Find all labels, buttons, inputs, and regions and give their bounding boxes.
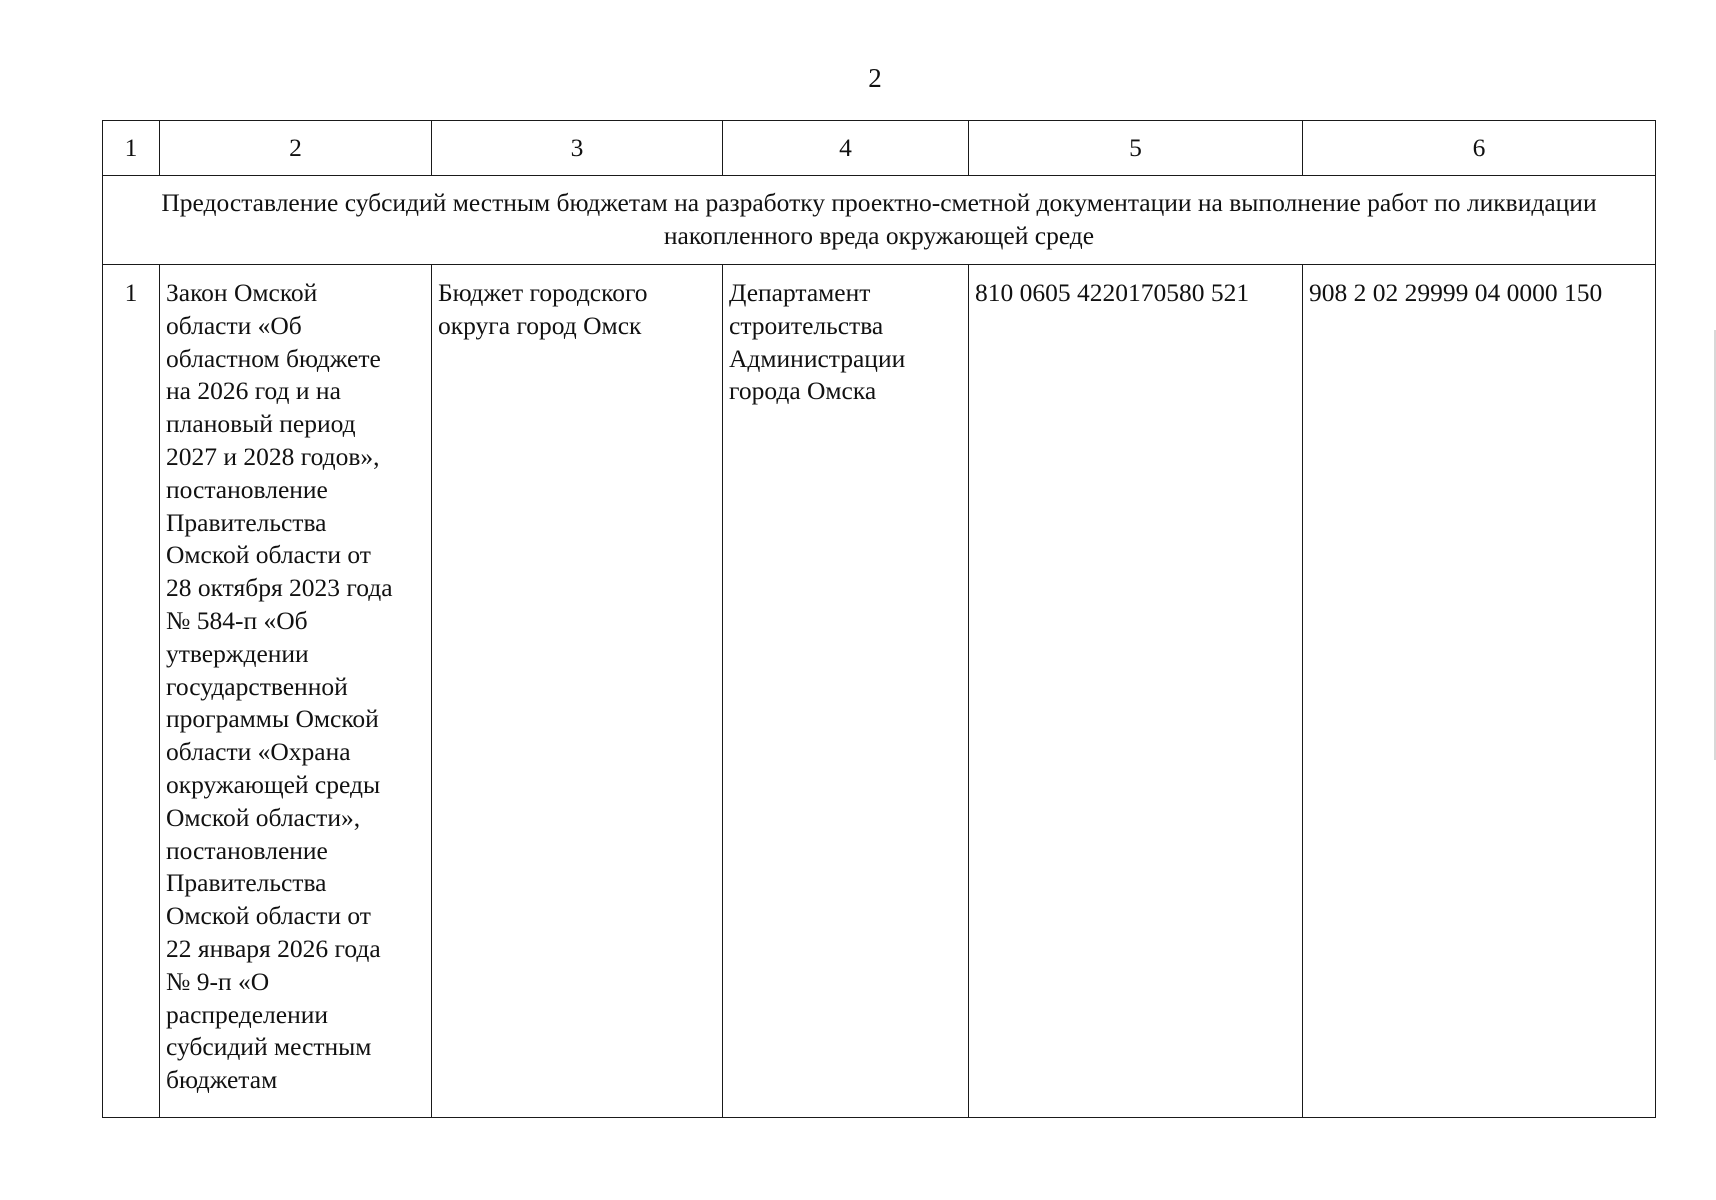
table-section-row: [103, 176, 1656, 265]
column-header: 3: [432, 121, 723, 176]
administrator-cell: Департамент строительства Администрации города Омска: [723, 265, 969, 1118]
table-row: [103, 265, 1656, 1118]
subsidy-table: [102, 120, 1656, 1118]
section-title: Предоставление субсидий местным бюджетам на разработку проектно-сметной документации на выполнение работ по ликвидации накопленного вреда окружающей среде: [103, 176, 1656, 265]
budget-cell: Бюджет городского округа город Омск: [432, 265, 723, 1118]
legal-basis-cell: Закон Омской области «Об областном бюджете на 2026 год и на плановый период 2027 и 2028 годов», постановление Правительства Омской области от 28 октября 2023 года № 584-п «Об утверждении государственной программы Омской области «Охрана окружающей среды Омской области», постановление Правительства Омской области от 22 января 2026 года № 9-п «О распределении субсидий местным бюджетам: [160, 265, 432, 1118]
column-header: 5: [969, 121, 1303, 176]
row-number: 1: [103, 265, 160, 1118]
column-header: 2: [160, 121, 432, 176]
revenue-code-cell: 908 2 02 29999 04 0000 150: [1303, 265, 1656, 1118]
expense-code-cell: 810 0605 4220170580 521: [969, 265, 1303, 1118]
column-header: 4: [723, 121, 969, 176]
table-header-row: [103, 121, 1656, 176]
column-header: 1: [103, 121, 160, 176]
column-header: 6: [1303, 121, 1656, 176]
page-number: 2: [868, 63, 882, 93]
